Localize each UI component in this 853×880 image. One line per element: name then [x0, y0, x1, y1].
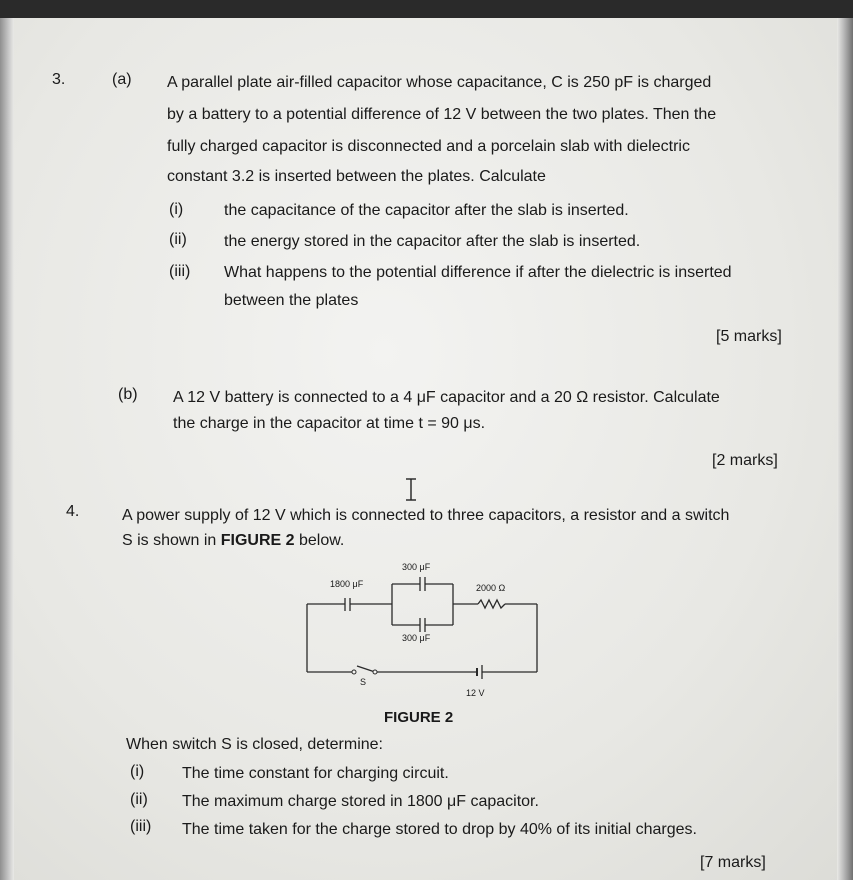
q4-intro-pre: S is shown in [122, 532, 221, 549]
q3a-line-3: fully charged capacitor is disconnected and a porcelain slab with dielectric [167, 138, 690, 155]
q3a-sub-iii-continued: between the plates [224, 292, 359, 309]
label-battery: 12 V [466, 688, 485, 698]
q4-sub-i-text: The time constant for charging circuit. [182, 765, 449, 782]
q3b-label: (b) [118, 386, 138, 403]
q4-sub-ii-text: The maximum charge stored in 1800 μF capacitor. [182, 793, 539, 810]
switch-arm [357, 666, 375, 672]
q4-marks: [7 marks] [700, 854, 766, 871]
q4-when: When switch S is closed, determine: [126, 736, 383, 753]
q3b-line-2: the charge in the capacitor at time t = 90 μs. [173, 415, 486, 432]
q3b-marks: [2 marks] [712, 452, 778, 469]
q4-number: 4. [66, 503, 80, 520]
q3a-line-2: by a battery to a potential difference of 12 V between the two plates. Then the [167, 106, 717, 123]
q3a-line-4: constant 3.2 is inserted between the plates. Calculate [167, 168, 546, 185]
q3a-sub-iii-text: What happens to the potential difference if after the dielectric is inserted [224, 264, 732, 281]
q3a-sub-ii-label: (ii) [169, 231, 187, 248]
q4-intro-line-1: A power supply of 12 V which is connected to three capacitors, a resistor and a switch [122, 507, 730, 524]
label-cap-bottom: 300 μF [402, 633, 431, 643]
q3a-line-1: A parallel plate air-filled capacitor whose capacitance, C is 250 pF is charged [167, 74, 712, 91]
figure-caption: FIGURE 2 [384, 709, 454, 726]
label-cap-top: 300 μF [402, 562, 431, 572]
q4-sub-i-label: (i) [130, 763, 145, 780]
resistor-zigzag [478, 600, 505, 608]
q3a-marks: [5 marks] [716, 328, 782, 345]
label-resistor: 2000 Ω [476, 583, 506, 593]
q3a-sub-i-text: the capacitance of the capacitor after the slab is inserted. [224, 202, 629, 219]
label-switch: S [360, 677, 367, 687]
q4-sub-iii-text: The time taken for the charge stored to drop by 40% of its initial charges. [182, 821, 697, 838]
switch-contact-left [352, 670, 356, 674]
q4-sub-iii-label: (iii) [130, 818, 152, 835]
label-cap-left: 1800 μF [330, 579, 364, 589]
q3a-sub-i-label: (i) [169, 201, 184, 218]
q3-number: 3. [52, 71, 66, 88]
switch-contact-right [373, 670, 377, 674]
q3a-label: (a) [112, 71, 132, 88]
q4-sub-ii-label: (ii) [130, 791, 148, 808]
q3b-line-1: A 12 V battery is connected to a 4 μF capacitor and a 20 Ω resistor. Calculate [173, 389, 720, 406]
q4-intro-bold: FIGURE 2 [220, 532, 295, 549]
q3a-sub-ii-text: the energy stored in the capacitor after the slab is inserted. [224, 233, 641, 250]
q3a-sub-iii-label: (iii) [169, 263, 191, 280]
q4-intro-post: below. [294, 532, 345, 549]
